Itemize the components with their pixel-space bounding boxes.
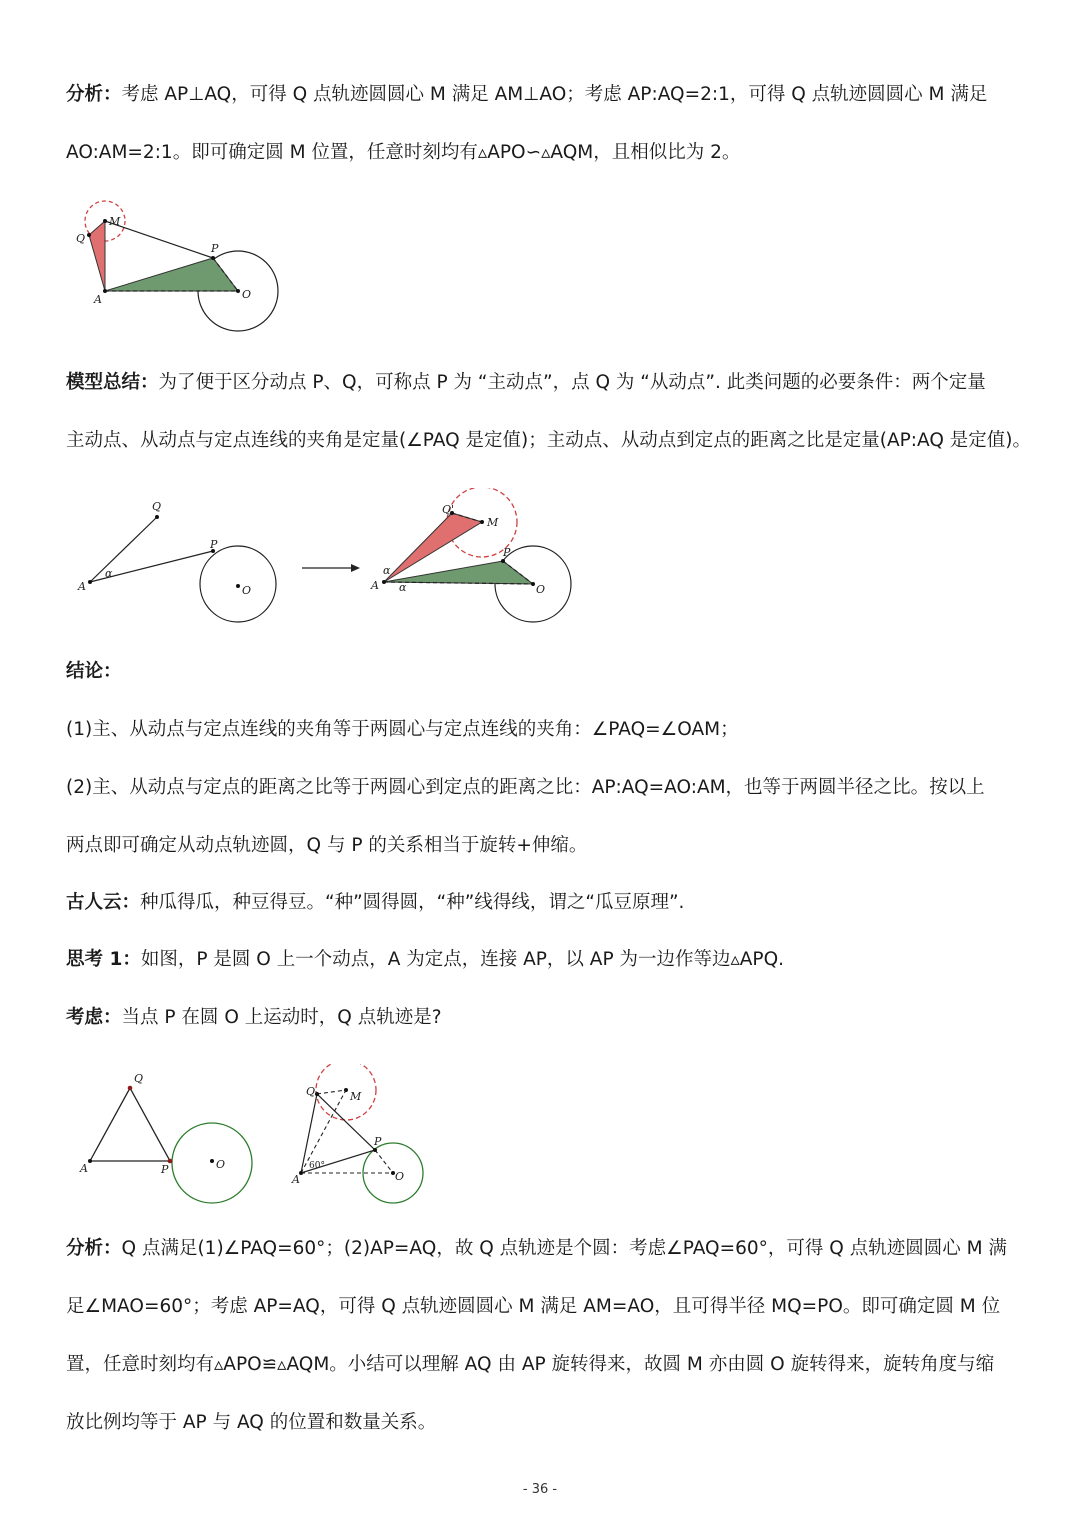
equilateral-triangle bbox=[90, 1088, 170, 1161]
label-p-right: P bbox=[503, 546, 511, 559]
analysis2-line2: 足∠MAO=60°；考虑 AP=AQ，可得 Q 点轨迹圆圆心 M 满足 AM=AO，且可得半径 MQ=PO。即可确定圆 M 位 bbox=[66, 1296, 1001, 1317]
analysis1-label: 分析： bbox=[66, 84, 122, 105]
consider-line bbox=[66, 1003, 1016, 1033]
label-alpha-right2: α bbox=[399, 581, 407, 594]
label-q-left: Q bbox=[152, 500, 162, 513]
label-o-right: O bbox=[536, 583, 546, 596]
label-o-fig3r: O bbox=[395, 1170, 405, 1183]
ancient-text: 种瓜得瓜，种豆得豆。“种”圆得圆，“种”线得线，谓之“瓜豆原理”. bbox=[140, 892, 685, 913]
label-o: O bbox=[242, 288, 252, 301]
label-m-right: M bbox=[487, 516, 499, 529]
analysis2-label: 分析： bbox=[66, 1238, 122, 1259]
analysis1-line1 bbox=[66, 80, 1016, 110]
model-summary-label: 模型总结： bbox=[66, 372, 159, 393]
label-p-fig3: P bbox=[161, 1163, 169, 1176]
label-m: M bbox=[109, 215, 121, 228]
analysis2-text1: Q 点满足(1)∠PAQ=60°；(2)AP=AQ，故 Q 点轨迹是个圆：考虑∠PAQ=60°，可得 Q 点轨迹圆圆心 M 满 bbox=[121, 1238, 1007, 1259]
conclusion-label bbox=[66, 657, 1016, 687]
label-p-fig3r: P bbox=[374, 1135, 382, 1148]
analysis1-line2: AO:AM=2:1。即可确定圆 M 位置，任意时刻均有▵APO∽▵AQM，且相似比为 2。 bbox=[66, 142, 741, 163]
label-q-prime: Q' bbox=[442, 503, 455, 516]
figure-1 bbox=[70, 196, 290, 338]
label-q: Q bbox=[76, 232, 86, 245]
label-a: A bbox=[94, 293, 102, 306]
label-alpha-left: α bbox=[105, 567, 113, 580]
model-summary-line1 bbox=[66, 368, 1016, 398]
figure-3 bbox=[70, 1064, 440, 1214]
analysis2-line3: 置，任意时刻均有▵APO≌▵AQM。小结可以理解 AQ 由 AP 旋转得来，故圆 M 亦由圆 O 旋转得来，旋转角度与缩 bbox=[66, 1354, 995, 1375]
consider-text: 当点 P 在圆 O 上运动时，Q 点轨迹是? bbox=[121, 1007, 442, 1028]
label-a-left: A bbox=[78, 580, 86, 593]
label-p-left: P bbox=[210, 538, 218, 551]
think1-label: 思考 1： bbox=[66, 949, 141, 970]
label-a-fig3: A bbox=[80, 1162, 88, 1175]
think1-line bbox=[66, 945, 1016, 975]
think1-text: 如图，P 是圆 O 上一个动点，A 为定点，连接 AP，以 AP 为一边作等边▵APQ. bbox=[140, 949, 785, 970]
conclusion-item1: (1)主、从动点与定点连线的夹角等于两圆心与定点连线的夹角：∠PAQ=∠OAM； bbox=[66, 719, 739, 740]
consider-label: 考虑： bbox=[66, 1007, 122, 1028]
label-alpha-right1: α bbox=[383, 564, 391, 577]
label-p: P bbox=[211, 242, 219, 255]
conclusion-item2-line2: 两点即可确定从动点轨迹圆，Q 与 P 的关系相当于旋转+伸缩。 bbox=[66, 835, 588, 856]
label-m-fig3r: M bbox=[350, 1090, 362, 1103]
label-sixty: 60° bbox=[309, 1161, 325, 1171]
label-a-fig3r: A bbox=[292, 1173, 300, 1186]
triangle-aqm bbox=[89, 221, 105, 291]
label-q-fig3: Q bbox=[134, 1072, 144, 1085]
conclusion-item2-line1: (2)主、从动点与定点的距离之比等于两圆心到定点的距离之比：AP:AQ=AO:AM，也等于两圆半径之比。按以上 bbox=[66, 777, 985, 798]
ancient-label: 古人云： bbox=[66, 892, 141, 913]
label-o-fig3: O bbox=[216, 1158, 226, 1171]
analysis1-text1: 考虑 AP⊥AQ，可得 Q 点轨迹圆圆心 M 满足 AM⊥AO；考虑 AP:AQ=2:1，可得 Q 点轨迹圆圆心 M 满足 bbox=[121, 84, 988, 105]
label-q-fig3r: Q bbox=[306, 1085, 316, 1098]
analysis2-line1 bbox=[66, 1234, 1016, 1264]
label-o-left: O bbox=[242, 584, 252, 597]
figure-2 bbox=[70, 488, 580, 628]
triangle-apo bbox=[105, 258, 238, 291]
ancient-line bbox=[66, 888, 1016, 918]
conclusion-label-text: 结论： bbox=[66, 661, 122, 682]
page-number: - 36 - bbox=[522, 1482, 558, 1497]
model-summary-line2: 主动点、从动点与定点连线的夹角是定量(∠PAQ 是定值)；主动点、从动点到定点的距离之比是定量(AP:AQ 是定值)。 bbox=[66, 430, 1032, 451]
label-a-right: A bbox=[371, 579, 379, 592]
model-summary-text1: 为了便于区分动点 P、Q，可称点 P 为 “主动点”，点 Q 为 “从动点”. 此类问题的必要条件：两个定量 bbox=[158, 372, 986, 393]
analysis2-line4: 放比例均等于 AP 与 AQ 的位置和数量关系。 bbox=[66, 1412, 437, 1433]
